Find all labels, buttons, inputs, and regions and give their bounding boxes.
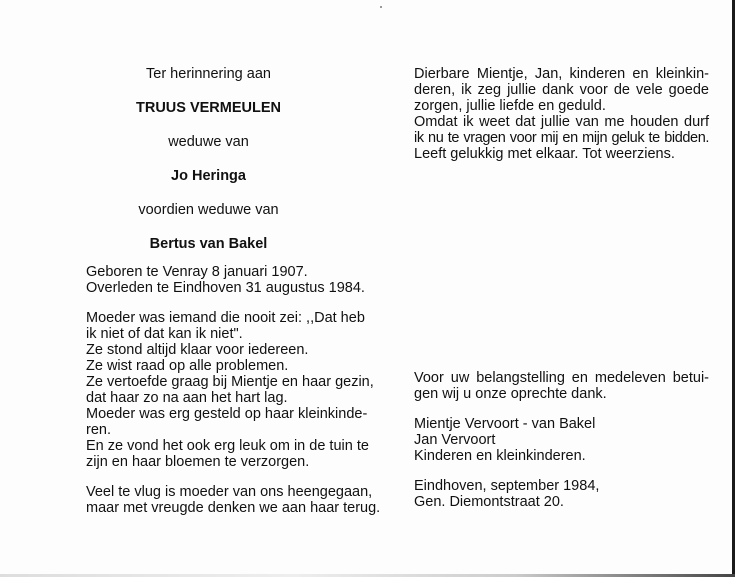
widow-of-label-1: weduwe van (168, 134, 249, 150)
death-line: Overleden te Eindhoven 31 augustus 1984. (86, 280, 365, 296)
husband-name-2: Bertus van Bakel (149, 236, 268, 252)
text-line: zorgen, jullie liefde en geduld. (414, 98, 606, 114)
text-line: ik niet of dat kan ik niet". (86, 326, 243, 342)
widow-of-label-2: voordien weduwe van (138, 202, 279, 218)
memorial-intro: Ter herinnering aan (146, 66, 271, 82)
text-line: En ze vond het ook erg leuk om in de tuin te (86, 438, 369, 454)
address: Gen. Diemontstraat 20. (414, 494, 564, 510)
gratitude-paragraph (414, 370, 709, 402)
text-line: ren. (86, 422, 111, 438)
text-line: gen wij u onze oprechte dank. (414, 386, 607, 402)
signatory: Kinderen en kleinkinderen. (414, 448, 586, 464)
right-column (414, 66, 709, 510)
text-line: Ze vertoefde graag bij Mientje en haar gezin, (86, 374, 374, 390)
birth-line: Geboren te Venray 8 januari 1907. (86, 264, 308, 280)
tribute-paragraph (86, 310, 374, 470)
text-line: Omdat ik weet dat jullie van me houden durf (414, 114, 709, 130)
signatories (414, 416, 709, 464)
text-line: Ze wist raad op alle problemen. (86, 358, 289, 374)
text-line: Voor uw belangstelling en medeleven betui- (414, 370, 709, 386)
speck (380, 6, 382, 8)
text-line: dat haar zo na aan het hart lag. (86, 390, 288, 406)
text-line: Dierbare Mientje, Jan, kinderen en kleinkin- (414, 66, 709, 82)
text-line: deren, ik zeg jullie dank voor de vele goede (414, 82, 709, 98)
text-line: Veel te vlug is moeder van ons heengegaan, (86, 484, 373, 500)
signatory: Jan Vervoort (414, 432, 496, 448)
husband-name-1: Jo Heringa (171, 168, 246, 184)
text-line: Ze stond altijd klaar voor iedereen. (86, 342, 309, 358)
thanks-paragraph (414, 66, 709, 162)
text-line: zijn en haar bloemen te verzorgen. (86, 454, 310, 470)
text-line: Moeder was iemand die nooit zei: ,,Dat heb (86, 310, 365, 326)
text-line: Leeft gelukkig met elkaar. Tot weerziens. (414, 146, 675, 162)
text-line: maar met vreugde denken we aan haar terug. (86, 500, 381, 516)
text-line: ik nu te vragen voor mij en mijn geluk te bidden. (414, 130, 709, 146)
deceased-name: TRUUS VERMEULEN (135, 100, 281, 116)
closing-paragraph (86, 484, 381, 516)
text-line: Moeder was erg gesteld op haar kleinkinde- (86, 406, 368, 422)
place-date: Eindhoven, september 1984, (414, 478, 600, 494)
signatory: Mientje Vervoort - van Bakel (414, 416, 596, 432)
left-column (86, 66, 381, 516)
